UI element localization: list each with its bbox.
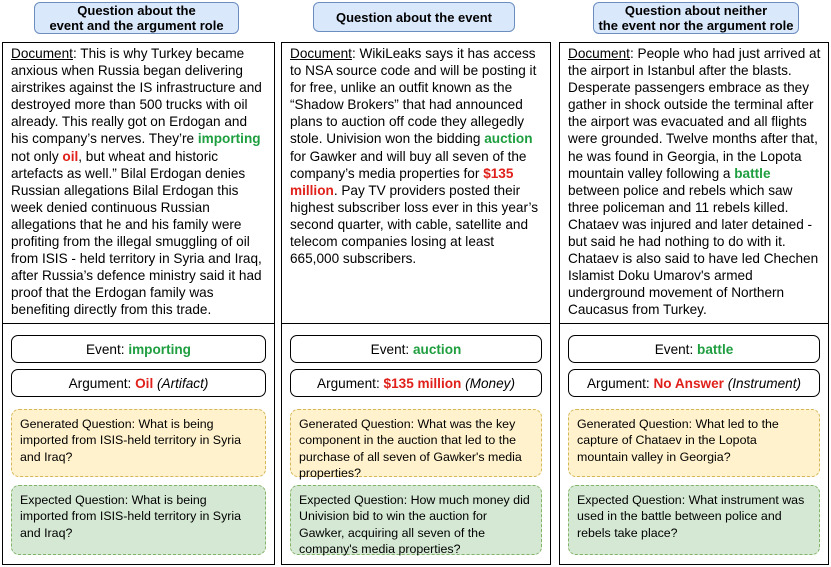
doc-part: not only: [11, 148, 63, 164]
argument-value: $135 million: [383, 375, 462, 391]
event-trigger: battle: [734, 165, 771, 181]
event-prefix: Event:: [370, 341, 410, 357]
generated-question-box: [11, 409, 266, 477]
header-line-1: Question about the event: [335, 9, 492, 25]
expected-question: Expected Question: How much money did Univision bid to win the auction for Gawker, acquiring all seven of the company's media properties?: [299, 493, 530, 557]
example-panel-1: [2, 42, 275, 565]
example-panel-2: [281, 42, 551, 565]
event-value: auction: [412, 341, 462, 357]
expected-question: Expected Question: What is being imported from ISIS-held territory in Syria and Iraq?: [20, 493, 242, 540]
argument-box: [568, 369, 820, 397]
column-header-1: [34, 2, 239, 34]
argument-box: [290, 369, 542, 397]
argument-role: (Instrument): [727, 375, 802, 391]
header-line-1: Question about the: [77, 3, 196, 18]
argument-prefix: Argument:: [68, 375, 132, 391]
argument-role: (Artifact): [157, 375, 209, 391]
event-trigger: importing: [197, 131, 261, 147]
column-header-2: [313, 2, 515, 32]
document-text: [560, 43, 828, 324]
argument-value: Oil: [135, 375, 154, 391]
doc-part: . Pay TV providers posted their highest subscriber loss ever in this year’s second quarter, with cable, satellite and telecom companies losing at least 665,000 subscribers.: [290, 182, 539, 267]
event-prefix: Event:: [85, 341, 125, 357]
generated-question-box: [568, 409, 820, 477]
document-label: Document: [290, 46, 352, 61]
expected-question: Expected Question: What instrument was used in the battle between police and rebels take place?: [577, 493, 805, 540]
generated-question: Generated Question: What is being imported from ISIS-held territory in Syria and Iraq?: [20, 417, 242, 464]
generated-question: Generated Question: What led to the capture of Chataev in the Lopota mountain valley in Georgia?: [577, 417, 779, 464]
document-label: Document: [568, 46, 630, 61]
argument-prefix: Argument:: [586, 375, 650, 391]
event-box: [568, 335, 820, 363]
header-line-1: Question about neither: [624, 3, 768, 18]
doc-part: : People who had just arrived at the airport in Istanbul after the blasts. Desperate passengers embrace as they gather in shock outside the terminal after the airport was evacuated and all flights were grounded. Twelve months after that, he was found in Georgia, in the Lopota mountain valley following a: [568, 46, 821, 181]
document-text: [282, 43, 550, 324]
event-box: [290, 335, 542, 363]
document-label: Document: [11, 46, 73, 61]
argument-box: [11, 369, 266, 397]
event-value: battle: [697, 341, 734, 357]
generated-question: Generated Question: What was the key component in the auction that led to the purchase of all seven of Gawker's media properties?: [299, 417, 522, 481]
expected-question-box: [568, 485, 820, 555]
doc-part: : This is why Turkey became anxious when Russia began delivering airstrikes against the IS infrastructure and destroyed more than 500 trucks with oil already. This really got on Erdogan and his company’s nerves. They’re: [11, 46, 262, 147]
event-prefix: Event:: [654, 341, 694, 357]
header-line-2: event and the argument role: [49, 18, 224, 33]
generated-question-box: [290, 409, 542, 481]
document-text: [3, 43, 274, 324]
argument-value: No Answer: [653, 375, 724, 391]
expected-question-box: [290, 485, 542, 555]
argument-span: oil: [62, 148, 79, 164]
example-panel-3: [559, 42, 829, 565]
doc-part: , but wheat and historic artefacts as well.” Bilal Erdogan denies Russian allegations Bilal Erdogan this week denied continuous Russian allegations that he and his family were profiting from the illegal smuggling of oil from ISIS - held territory in Syria and Iraq, after Russia’s defence ministry said it had proof that the Erdogan family was benefiting directly from this trade.: [11, 148, 262, 318]
doc-part: : WikiLeaks says it has access to NSA source code and will be posting it for free, unlike an outfit known as the “Shadow Brokers” that had announced plans to auction off code they allegedly stole. Univision won the bidding: [290, 46, 537, 147]
expected-question-box: [11, 485, 266, 555]
doc-part: for Gawker and will buy all seven of the company’s media properties for: [290, 148, 527, 181]
doc-part: between police and rebels which saw three policeman and 11 rebels killed. Chataev was injured and later detained - but said he had nothing to do with it. Chataev is also said to have led Chechen Islamist Doku Umarov's armed underground movement of Northern Caucasus from Turkey.: [568, 182, 819, 318]
argument-prefix: Argument:: [317, 375, 380, 391]
argument-span: $135 million: [290, 165, 514, 198]
event-value: importing: [128, 341, 191, 357]
event-trigger: auction: [484, 131, 533, 147]
column-header-3: [593, 2, 799, 34]
event-box: [11, 335, 266, 363]
header-line-2: the event nor the argument role: [598, 18, 794, 33]
argument-role: (Money): [465, 375, 515, 391]
